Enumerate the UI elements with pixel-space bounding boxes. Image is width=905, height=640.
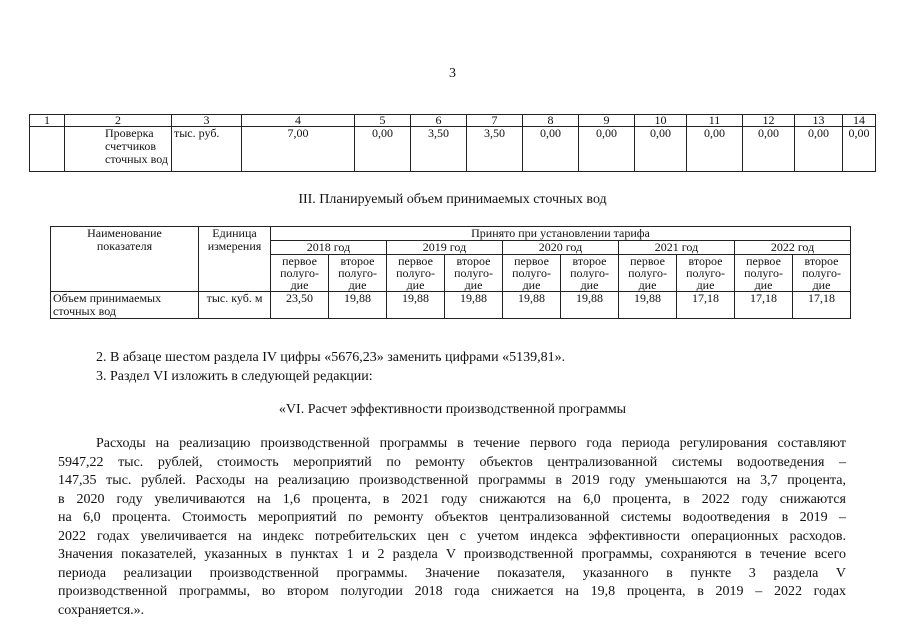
- header-year: 2019 год: [387, 241, 503, 255]
- value-cell: 0,00: [635, 127, 687, 172]
- header-unit: Единица измерения: [199, 227, 271, 292]
- section-title: «VI. Расчет эффективности производственной программы: [278, 402, 627, 417]
- header-group-title: Принято при установлении тарифа: [271, 227, 851, 241]
- table-header-row: [51, 227, 851, 241]
- header-year: 2020 год: [503, 241, 619, 255]
- col-index: 10: [635, 115, 687, 127]
- value-cell: 19,88: [387, 292, 445, 319]
- col-index: 7: [467, 115, 523, 127]
- col-index: 4: [242, 115, 355, 127]
- value-cell: 0,00: [355, 127, 411, 172]
- value-cell: 7,00: [242, 127, 355, 172]
- amendment-item-3: 3. Раздел VI изложить в следующей редакции:: [96, 369, 373, 384]
- row-unit-cell: тыс. куб. м: [199, 292, 271, 319]
- paragraph-line: в 2020 году увеличиваются на 1,6 процента, в 2021 году снижаются на 6,0 процента, в 2022 году снижаются: [58, 491, 846, 507]
- value-cell: 17,18: [677, 292, 735, 319]
- capital-repair-table: [29, 114, 876, 172]
- value-cell: 0,00: [743, 127, 795, 172]
- value-cell: 17,18: [793, 292, 851, 319]
- value-cell: 0,00: [579, 127, 635, 172]
- col-index: 12: [743, 115, 795, 127]
- value-cell: 19,88: [619, 292, 677, 319]
- page-number: 3: [449, 66, 456, 81]
- header-half-year: первое полуго- дие: [619, 255, 677, 292]
- header-half-year: первое полуго- дие: [735, 255, 793, 292]
- value-cell: 0,00: [795, 127, 843, 172]
- value-cell: 23,50: [271, 292, 329, 319]
- header-half-year: второе полуго- дие: [445, 255, 503, 292]
- header-half-year: второе полуго- дие: [561, 255, 619, 292]
- paragraph-line: Значения показателей, указанных в пунктах 1 и 2 раздела V производственной программы, сохраняются в течение всего: [58, 547, 846, 562]
- col-index: 11: [687, 115, 743, 127]
- value-cell: 3,50: [467, 127, 523, 172]
- table-header-row: [30, 115, 876, 127]
- value-cell: 19,88: [329, 292, 387, 319]
- value-cell: 17,18: [735, 292, 793, 319]
- paragraph-line: Расходы на реализацию производственной программы в течение первого года периода регулирования составляют: [96, 436, 846, 451]
- value-cell: 19,88: [561, 292, 619, 319]
- col-index: 6: [411, 115, 467, 127]
- wastewater-volume-table: [50, 226, 851, 319]
- row-name-cell: Проверка счетчиков сточных вод: [65, 127, 172, 172]
- col-index: 1: [30, 115, 65, 127]
- col-index: 8: [523, 115, 579, 127]
- header-year: 2022 год: [735, 241, 851, 255]
- paragraph-line: сохраняется.».: [58, 602, 145, 618]
- col-index: 3: [172, 115, 242, 127]
- paragraph-line: на 6,0 процента. Стоимость мероприятий по ремонту объектов централизованной системы водоотведения в 2019 –: [58, 510, 846, 525]
- amendment-item-2: 2. В абзаце шестом раздела IV цифры «5676,23» заменить цифрами «5139,81».: [96, 350, 566, 365]
- value-cell: 3,50: [411, 127, 467, 172]
- col-index: 14: [843, 115, 876, 127]
- row-name-cell: Объем принимаемых сточных вод: [51, 292, 199, 319]
- row-index-cell: [30, 127, 65, 172]
- header-half-year: первое полуго- дие: [387, 255, 445, 292]
- col-index: 9: [579, 115, 635, 127]
- header-half-year: второе полуго- дие: [677, 255, 735, 292]
- header-year: 2021 год: [619, 241, 735, 255]
- paragraph-line: 147,35 тыс. рублей. Расходы на реализацию производственной программы в 2019 году уменьшаются на 3,7 процента,: [58, 473, 846, 488]
- paragraph-line: производственной программы, во втором полугодии 2018 года снижается на 19,8 процента, в 2019 – 2022 годах: [58, 584, 846, 599]
- col-index: 13: [795, 115, 843, 127]
- header-half-year: первое полуго- дие: [271, 255, 329, 292]
- header-year: 2018 год: [271, 241, 387, 255]
- efficiency-paragraph: [58, 435, 846, 620]
- section-title: III. Планируемый объем принимаемых сточных вод: [298, 192, 607, 207]
- col-index: 2: [65, 115, 172, 127]
- paragraph-line: периода реализации производственной программы. Значение показателя, указанного в пункте 3 раздела V: [58, 565, 846, 581]
- value-cell: 19,88: [445, 292, 503, 319]
- table-row: [30, 127, 876, 172]
- header-indicator-name: Наименование показателя: [51, 227, 199, 292]
- paragraph-line: 2022 годах увеличивается на индекс потребительских цен с учетом индекса эффективности операционных расходов.: [58, 528, 846, 544]
- value-cell: 0,00: [843, 127, 876, 172]
- header-half-year: второе полуго- дие: [329, 255, 387, 292]
- col-index: 5: [355, 115, 411, 127]
- header-half-year: первое полуго- дие: [503, 255, 561, 292]
- value-cell: 0,00: [523, 127, 579, 172]
- value-cell: 0,00: [687, 127, 743, 172]
- header-half-year: второе полуго- дие: [793, 255, 851, 292]
- row-unit-cell: тыс. руб.: [172, 127, 242, 172]
- table-row: [51, 292, 851, 319]
- paragraph-line: 5947,22 тыс. рублей, стоимость мероприятий по ремонту объектов централизованной системы водоотведения –: [58, 454, 846, 470]
- value-cell: 19,88: [503, 292, 561, 319]
